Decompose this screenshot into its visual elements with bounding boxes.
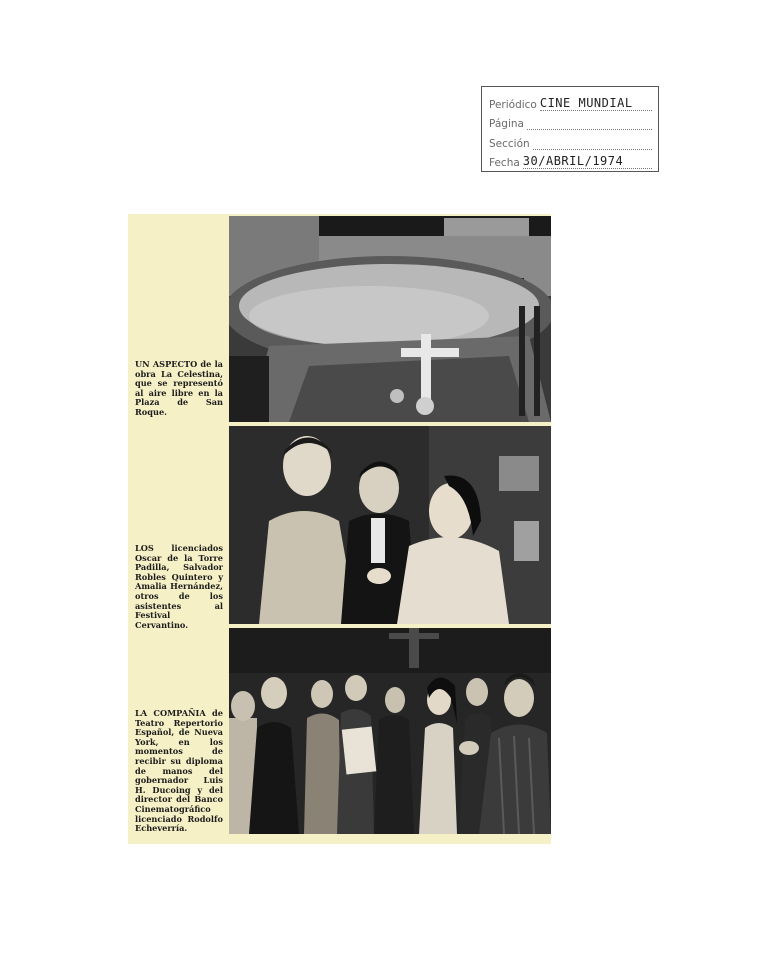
stamp-pagina-value xyxy=(527,115,652,130)
stamp-row-fecha xyxy=(489,150,652,170)
stamp-row-pagina xyxy=(489,111,652,131)
newspaper-clipping xyxy=(128,214,551,844)
caption-licenciados: LOS licenciados Oscar de la Torre Padilla, Salvador Robles Quintero y Amalia Hernández, otros de los asistentes al Festival Cervantino. xyxy=(135,543,223,630)
stamp-fecha-label: Fecha xyxy=(489,157,520,169)
stamp-seccion-value xyxy=(533,135,652,150)
stamp-periodico-label: Periódico xyxy=(489,98,537,111)
photo-plaza-performance xyxy=(229,216,551,422)
stamp-periodico-value: CINE MUNDIAL xyxy=(540,96,652,111)
stamp-pagina-label: Página xyxy=(489,118,524,130)
photo-licenciados-conversation xyxy=(229,426,551,624)
stamp-row-periodico xyxy=(489,91,652,111)
archive-stamp xyxy=(481,86,659,172)
photo-compania-diploma xyxy=(229,628,551,834)
caption-compania-teatro: LA COMPAÑIA de Teatro Repertorio Español, de Nueva York, en los momentos de recibir su diploma de manos del gobernador Luis H. Ducoing y del director del Banco Cinematográfico licenciado Rodolfo Echeverría. xyxy=(135,708,223,834)
stamp-seccion-label: Sección xyxy=(489,137,530,150)
caption-la-celestina: UN ASPECTO de la obra La Celestina, que se representó al aire libre en la Plaza de San Roque. xyxy=(135,359,223,417)
stamp-row-seccion xyxy=(489,130,652,150)
stamp-fecha-value: 30/ABRIL/1974 xyxy=(523,154,652,169)
